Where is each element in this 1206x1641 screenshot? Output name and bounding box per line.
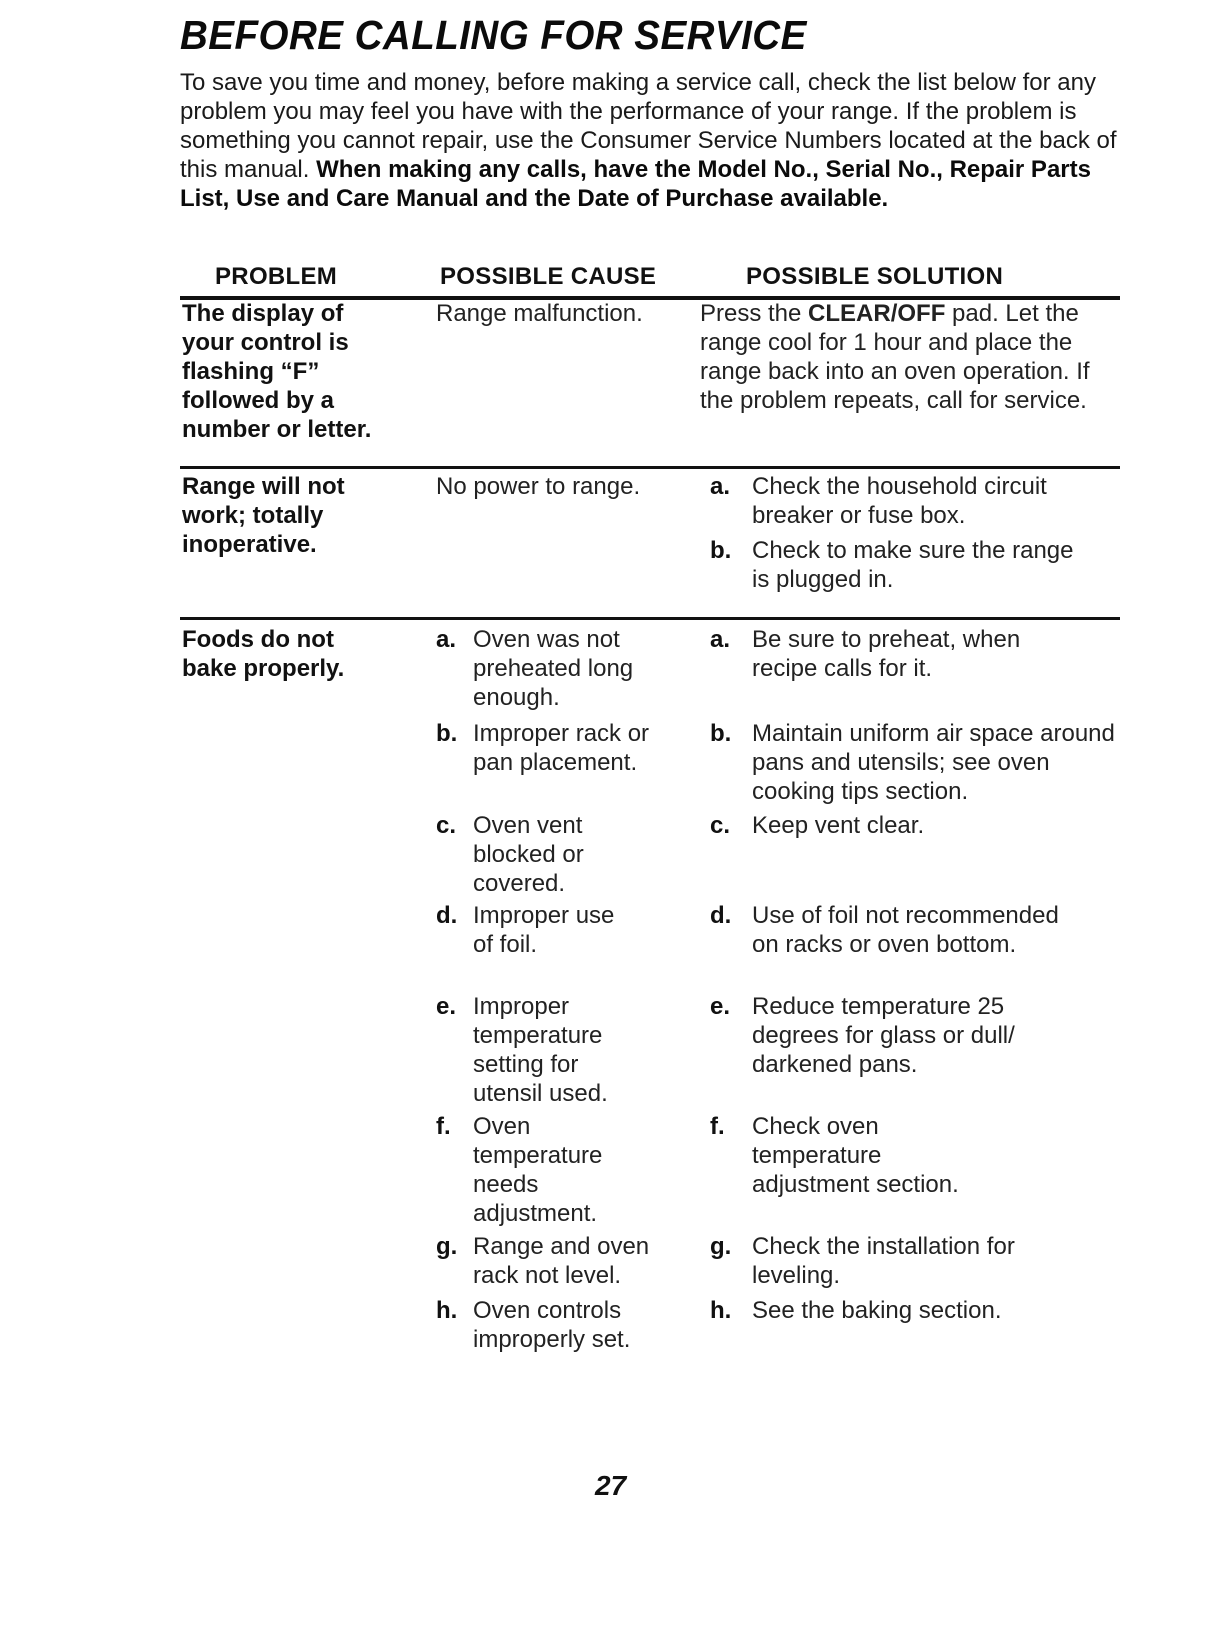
item-letter: h. [436, 1297, 458, 1324]
divider [180, 617, 1120, 620]
item-text: See the baking section. [752, 1297, 1002, 1324]
item-text: Range and oven rack not level. [473, 1233, 650, 1289]
page-title: BEFORE CALLING FOR SERVICE [180, 12, 807, 58]
item-letter: f. [710, 1113, 725, 1140]
item-letter: c. [710, 812, 731, 839]
item-letter: g. [436, 1233, 458, 1260]
item-text: Keep vent clear. [752, 812, 925, 839]
item-letter: d. [710, 902, 732, 929]
item-letter: g. [710, 1233, 732, 1260]
page-number: 27 [595, 1470, 627, 1501]
item-text: Be sure to preheat, when recipe calls for it. [752, 626, 1021, 682]
item-text: Improper use of foil. [473, 902, 615, 958]
header-problem: PROBLEM [215, 263, 338, 290]
solution-text-post: pad. Let the range cool for 1 hour and place the range back into an oven operation. If the problem repeats, call for service. [700, 300, 1090, 414]
problem-text: The display of your control is flashing “F” followed by a number or letter. [182, 300, 372, 443]
item-text: Check the household circuit breaker or fuse box. [752, 473, 1047, 529]
problem-text: Range will not work; totally inoperative. [182, 473, 345, 558]
item-text: Check oven temperature adjustment section. [752, 1113, 959, 1198]
item-letter: a. [710, 473, 731, 500]
item-letter: b. [436, 720, 458, 747]
item-text: Improper temperature setting for utensil used. [473, 993, 608, 1107]
item-text: Reduce temperature 25 degrees for glass or dull/ darkened pans. [752, 993, 1015, 1078]
item-letter: e. [436, 993, 457, 1020]
cause-text: No power to range. [436, 473, 641, 500]
item-letter: c. [436, 812, 457, 839]
item-letter: a. [710, 626, 731, 653]
item-letter: b. [710, 720, 732, 747]
problem-text: Foods do not bake properly. [182, 626, 345, 682]
intro-paragraph [180, 68, 1120, 213]
item-text: Check the installation for leveling. [752, 1233, 1015, 1289]
divider [180, 466, 1120, 469]
item-letter: b. [710, 537, 732, 564]
item-text: Oven vent blocked or covered. [473, 812, 584, 897]
item-text: Use of foil not recommended on racks or oven bottom. [752, 902, 1059, 958]
item-text: Check to make sure the range is plugged in. [752, 537, 1074, 593]
item-letter: e. [710, 993, 731, 1020]
item-letter: f. [436, 1113, 451, 1140]
intro-bold-text: When making any calls, have the Model No., Serial No., Repair Parts List, Use and Care Manual and the Date of Purchase available. [180, 156, 1091, 212]
item-text: Maintain uniform air space around pans and utensils; see oven cooking tips section. [752, 720, 1115, 805]
header-solution: POSSIBLE SOLUTION [746, 263, 1004, 290]
cause-text: Range malfunction. [436, 300, 643, 327]
item-text: Oven controls improperly set. [473, 1297, 631, 1353]
solution-text [700, 299, 1090, 415]
solution-text-pre: Press the [700, 300, 809, 327]
item-letter: h. [710, 1297, 732, 1324]
intro-text: To save you time and money, before making a service call, check the list below for any problem you may feel you have with the performance of your range. If the problem is something you cannot repair, use the Consumer Service Numbers located at the back of this manual. [180, 69, 1117, 183]
item-letter: a. [436, 626, 457, 653]
item-text: Oven was not preheated long enough. [473, 626, 634, 711]
item-text: Oven temperature needs adjustment. [473, 1113, 603, 1227]
header-cause: POSSIBLE CAUSE [440, 263, 657, 290]
clear-off-pad-label: CLEAR/OFF [808, 300, 946, 327]
item-letter: d. [436, 902, 458, 929]
item-text: Improper rack or pan placement. [473, 720, 650, 776]
